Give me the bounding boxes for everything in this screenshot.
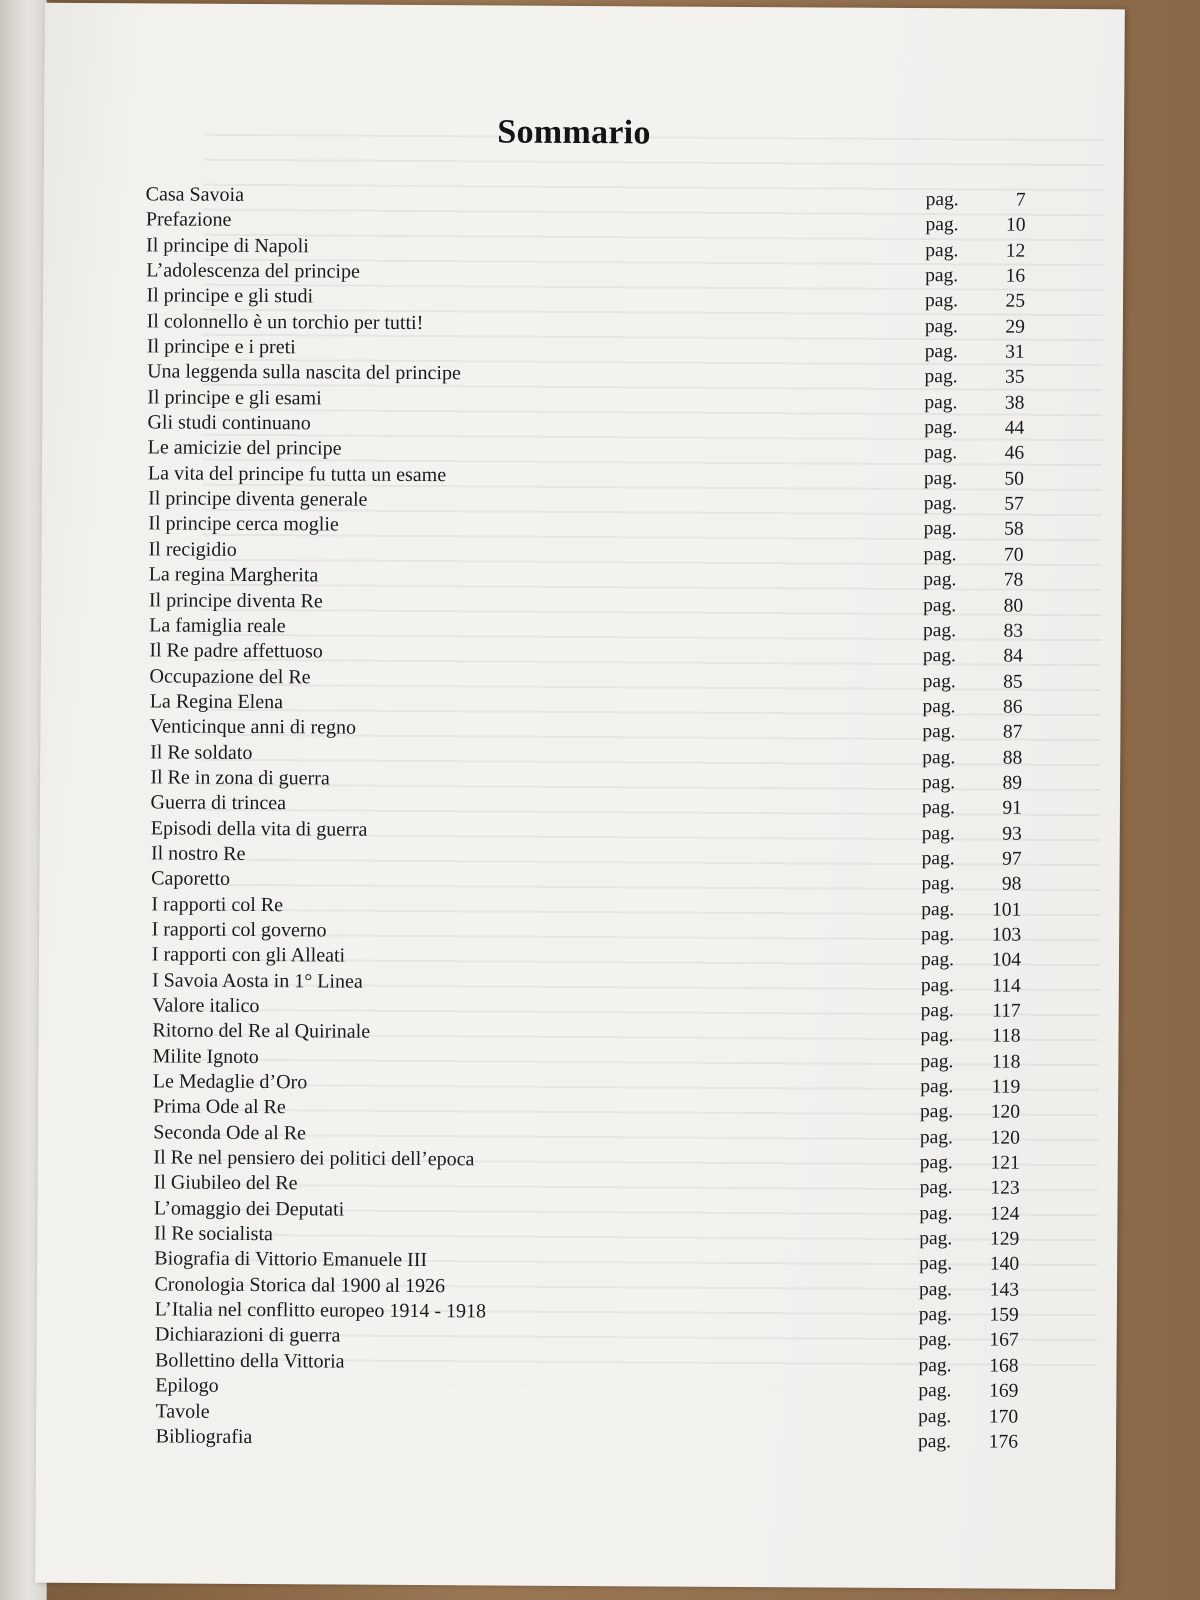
toc-entry-page-label: pag.: [921, 898, 955, 920]
toc-entry-title: Tavole: [155, 1399, 210, 1423]
toc-entry-page: [920, 1051, 1020, 1074]
toc-entry-page-label: pag.: [920, 949, 955, 971]
toc-entry-page-number: 25: [1005, 290, 1026, 313]
toc-entry-page-number: 87: [1002, 721, 1023, 743]
toc-entry-page: [925, 214, 1025, 237]
toc-entry-page-number: 159: [989, 1304, 1019, 1326]
toc-entry: [138, 1425, 1018, 1456]
toc-entry-title: I rapporti col governo: [151, 918, 327, 942]
toc-entry-title: Il Giubileo del Re: [153, 1171, 298, 1195]
toc-entry-page-label: pag.: [918, 1278, 953, 1301]
toc-entry-page: [922, 797, 1022, 820]
toc-entry-page-label: pag.: [918, 1304, 952, 1326]
toc-entry-page-number: 89: [1002, 772, 1023, 794]
toc-entry-title: I Savoia Aosta in 1° Linea: [151, 969, 363, 993]
toc-entry-page: [925, 265, 1025, 288]
toc-entry-page-number: 123: [990, 1177, 1020, 1200]
page-title: Sommario: [497, 113, 651, 152]
toc-entry-page: [926, 189, 1026, 212]
toc-entry-page-label: pag.: [921, 924, 955, 946]
toc-entry-page-number: 38: [1004, 392, 1025, 414]
toc-entry-page-label: pag.: [921, 848, 955, 870]
toc-entry-page-label: pag.: [920, 1000, 954, 1022]
toc-entry-page-label: pag.: [923, 493, 957, 515]
toc-entry-page-label: pag.: [922, 746, 956, 768]
toc-entry-page: [923, 645, 1023, 668]
toc-entry-page-number: 98: [1001, 873, 1022, 895]
toc-entry-page-label: pag.: [919, 1202, 953, 1225]
toc-entry-page: [918, 1380, 1018, 1403]
toc-entry-page-label: pag.: [925, 189, 959, 211]
toc-entry-title: Venticinque anni di regno: [149, 715, 357, 739]
toc-entry-page: [922, 772, 1022, 795]
toc-entry-page-number: 119: [991, 1076, 1021, 1098]
toc-entry-page-label: pag.: [919, 1126, 954, 1149]
toc-entry-page: [921, 873, 1021, 896]
toc-entry-page-number: 58: [1004, 519, 1024, 541]
toc-entry-page-label: pag.: [922, 771, 956, 794]
toc-entry-page: [925, 316, 1025, 339]
toc-entry-title: Bibliografia: [155, 1425, 253, 1448]
toc-entry-page-number: 84: [1003, 645, 1023, 667]
toc-entry-page-number: 80: [1003, 595, 1024, 617]
toc-entry-page-number: 31: [1005, 341, 1025, 363]
toc-entry-title: Milite Ignoto: [152, 1045, 259, 1068]
toc-entry-title: Valore italico: [152, 994, 260, 1018]
toc-entry-page-label: pag.: [921, 797, 956, 819]
toc-entry-page-label: pag.: [919, 1152, 953, 1174]
toc-entry-page-label: pag.: [924, 442, 958, 464]
toc-entry-page-label: pag.: [923, 467, 958, 490]
toc-entry-page-label: pag.: [924, 315, 958, 338]
toc-entry-page: [924, 417, 1024, 440]
toc-entry-title: Il colonnello è un torchio per tutti!: [146, 310, 424, 334]
toc-entry-page-number: 78: [1003, 569, 1024, 591]
toc-entry-page-number: 46: [1004, 443, 1025, 465]
toc-entry-page: [921, 975, 1021, 998]
toc-entry-page-label: pag.: [924, 341, 958, 363]
toc-entry-page: [921, 949, 1021, 972]
toc-entry-title: Bollettino della Vittoria: [155, 1349, 345, 1373]
toc-entry-page-number: 169: [989, 1380, 1019, 1402]
toc-entry-page: [924, 468, 1024, 491]
toc-entry-page: [920, 1101, 1020, 1124]
toc-entry-title: La famiglia reale: [149, 614, 286, 638]
toc-entry-title: La vita del principe fu tutta un esame: [147, 462, 447, 486]
toc-entry-page-label: pag.: [921, 873, 955, 895]
toc-entry-page: [924, 519, 1024, 542]
toc-entry-page-number: 120: [990, 1101, 1021, 1124]
toc-entry-page: [920, 1152, 1020, 1175]
toc-entry-page-number: 120: [990, 1127, 1020, 1149]
toc-entry-page-label: pag.: [920, 1025, 954, 1047]
toc-entry-page-number: 57: [1004, 493, 1024, 515]
toc-entry-page: [919, 1304, 1019, 1327]
toc-entry-title: Il recigidio: [148, 538, 237, 561]
toc-entry-page-label: pag.: [919, 1253, 953, 1275]
toc-entry-page: [920, 1127, 1020, 1150]
toc-entry-page-number: 140: [989, 1253, 1020, 1276]
toc-entry-page-label: pag.: [925, 239, 959, 261]
toc-entry-page-number: 114: [992, 975, 1021, 997]
toc-entry-title: Cronologia Storica dal 1900 al 1926: [154, 1273, 446, 1297]
toc-entry-title: Seconda Ode al Re: [153, 1121, 307, 1145]
toc-entry-title: Occupazione del Re: [149, 664, 311, 688]
toc-entry-title: Episodi della vita di guerra: [150, 816, 368, 841]
toc-entry-page: [922, 823, 1022, 846]
toc-entry-page: [922, 747, 1022, 770]
toc-entry-page-label: pag.: [922, 721, 956, 743]
toc-entry-title: Il Re in zona di guerra: [150, 766, 330, 790]
toc-entry-title: Il Re soldato: [150, 740, 253, 764]
toc-entry-page-label: pag.: [923, 518, 957, 540]
toc-entry-page-number: 12: [1005, 240, 1026, 262]
toc-entry-page-label: pag.: [924, 417, 958, 439]
toc-entry-page-number: 44: [1004, 417, 1025, 439]
toc-entry-page-number: 124: [990, 1203, 1020, 1225]
toc-entry-page-label: pag.: [923, 594, 957, 616]
toc-entry-page: [918, 1355, 1018, 1378]
toc-entry-page: [922, 696, 1022, 719]
toc-entry-title: Epilogo: [155, 1374, 219, 1397]
toc-entry-title: Prefazione: [145, 208, 232, 232]
toc-entry-title: La regina Margherita: [148, 563, 319, 587]
toc-entry-title: La Regina Elena: [149, 690, 284, 714]
toc-entry-page-label: pag.: [918, 1354, 952, 1377]
toc-entry-page-number: 16: [1005, 265, 1026, 287]
toc-entry-page: [925, 290, 1025, 313]
toc-entry-title: Guerra di trincea: [150, 791, 287, 815]
toc-entry-page-number: 101: [991, 899, 1022, 921]
book-page: [35, 3, 1125, 1590]
toc-entry-page-number: 117: [992, 1000, 1021, 1022]
toc-entry-page-number: 91: [1002, 797, 1022, 819]
toc-entry-title: Il Re socialista: [154, 1222, 273, 1246]
toc-entry-page-label: pag.: [918, 1380, 952, 1402]
toc-entry-page-number: 129: [989, 1228, 1020, 1250]
toc-entry-page-number: 88: [1002, 747, 1023, 769]
toc-entry-page: [919, 1254, 1019, 1277]
toc-entry-page-label: pag.: [923, 543, 957, 566]
toc-entry-page: [923, 569, 1023, 592]
toc-entry-page: [922, 848, 1022, 871]
toc-entry-page-number: 176: [988, 1431, 1019, 1453]
toc-entry-page-label: pag.: [921, 822, 955, 844]
toc-entry-page: [919, 1203, 1019, 1226]
toc-entry-page-number: 104: [991, 949, 1022, 972]
toc-entry-page: [920, 1076, 1020, 1099]
toc-entry-title: Il principe diventa generale: [148, 487, 368, 511]
toc-entry-page-number: 118: [991, 1025, 1021, 1048]
toc-entry-page-number: 85: [1003, 671, 1023, 693]
toc-entry-page-label: pag.: [923, 569, 957, 591]
toc-entry-page-label: pag.: [924, 290, 959, 312]
toc-entry-title: L’adolescenza del principe: [146, 259, 360, 283]
toc-entry-title: Il principe e i preti: [146, 335, 296, 359]
toc-entry-page: [922, 721, 1022, 744]
toc-entry-page-label: pag.: [918, 1405, 952, 1427]
toc-entry-title: I rapporti col Re: [151, 893, 284, 916]
toc-entry-title: Il Re nel pensiero dei politici dell’epoca: [153, 1146, 475, 1171]
toc-entry-title: Il principe e gli studi: [146, 284, 314, 308]
toc-entry-page-number: 83: [1003, 620, 1024, 642]
toc-entry-page-label: pag.: [920, 1050, 954, 1072]
toc-entry-title: Il principe diventa Re: [148, 588, 323, 612]
toc-entry-page-number: 143: [989, 1279, 1020, 1301]
toc-entry-page-label: pag.: [922, 695, 956, 718]
toc-entry-page-number: 10: [1005, 214, 1026, 237]
toc-entry-page: [919, 1330, 1019, 1353]
toc-entry-title: Il principe cerca moglie: [148, 512, 339, 536]
toc-entry-title: L’Italia nel conflitto europeo 1914 - 1918: [154, 1298, 487, 1323]
toc-entry-page-label: pag.: [919, 1228, 953, 1250]
toc-entry-page: [921, 924, 1021, 947]
table-of-contents: [138, 183, 1026, 1456]
toc-entry-page: [918, 1406, 1018, 1429]
toc-entry-page-label: pag.: [922, 670, 956, 692]
toc-entry-page: [924, 443, 1024, 466]
toc-entry-page-label: pag.: [922, 619, 957, 642]
toc-entry-title: Dichiarazioni di guerra: [154, 1323, 341, 1348]
toc-entry-page-number: 50: [1004, 468, 1025, 490]
toc-entry-page-label: pag.: [925, 214, 959, 236]
toc-entry-page-label: pag.: [918, 1329, 952, 1351]
toc-entry-page-label: pag.: [920, 1101, 954, 1123]
toc-entry-page-number: 168: [989, 1355, 1019, 1377]
toc-entry-page-label: pag.: [922, 645, 956, 667]
toc-entry-page: [925, 240, 1025, 263]
toc-entry-title: Una leggenda sulla nascita del principe: [147, 360, 461, 385]
toc-entry-page: [919, 1279, 1019, 1302]
toc-entry-page-label: pag.: [925, 265, 959, 287]
toc-entry-page: [924, 392, 1024, 415]
toc-entry-page: [920, 1177, 1020, 1200]
toc-entry-page: [921, 899, 1021, 922]
toc-entry-title: Le Medaglie d’Oro: [152, 1070, 308, 1094]
toc-entry-page: [921, 1000, 1021, 1023]
toc-entry-title: Ritorno del Re al Quirinale: [152, 1019, 371, 1044]
toc-entry-page-label: pag.: [924, 391, 958, 414]
toc-entry-page: [923, 544, 1023, 567]
toc-entry-page: [923, 595, 1023, 618]
toc-entry-title: Il nostro Re: [150, 842, 246, 865]
toc-entry-title: Il principe di Napoli: [146, 234, 309, 258]
toc-entry-page-number: 86: [1002, 696, 1023, 718]
toc-entry-page-number: 35: [1005, 366, 1025, 389]
toc-entry-page-number: 121: [990, 1152, 1020, 1174]
toc-entry-title: Il principe e gli esami: [147, 386, 322, 410]
toc-entry-title: Le amicizie del principe: [147, 436, 342, 460]
toc-entry-page-label: pag.: [917, 1430, 952, 1453]
toc-entry-page-number: 103: [991, 924, 1022, 946]
toc-entry-title: Casa Savoia: [145, 183, 245, 206]
toc-entry-title: Prima Ode al Re: [152, 1095, 286, 1119]
toc-entry-page-number: 7: [1015, 189, 1026, 211]
toc-entry-page-number: 97: [1002, 848, 1022, 870]
toc-entry-page-label: pag.: [920, 974, 954, 996]
toc-entry-title: Il Re padre affettuoso: [149, 639, 323, 663]
toc-entry-title: Biografia di Vittorio Emanuele III: [154, 1247, 428, 1272]
toc-entry-page: [925, 341, 1025, 364]
toc-entry-page: [923, 620, 1023, 643]
toc-entry-page: [918, 1431, 1018, 1454]
toc-entry-page: [920, 1025, 1020, 1048]
toc-entry-page-number: 167: [989, 1329, 1019, 1352]
toc-entry-page-number: 93: [1002, 823, 1022, 845]
toc-entry-title: L’omaggio dei Deputati: [153, 1197, 345, 1221]
toc-entry-page-number: 118: [991, 1051, 1021, 1073]
toc-entry-page-label: pag.: [919, 1177, 953, 1199]
toc-entry-page-number: 170: [988, 1406, 1019, 1428]
toc-entry-title: Caporetto: [151, 867, 231, 891]
toc-entry-title: I rapporti con gli Alleati: [151, 943, 346, 967]
toc-entry-page-number: 29: [1005, 316, 1025, 338]
toc-entry-page: [923, 671, 1023, 694]
toc-entry-page-label: pag.: [924, 366, 958, 388]
toc-entry-page: [919, 1228, 1019, 1251]
toc-entry-page: [924, 367, 1024, 390]
toc-entry-title: Gli studi continuano: [147, 411, 311, 435]
toc-entry-page: [924, 493, 1024, 516]
toc-entry-page-number: 70: [1003, 544, 1024, 566]
toc-entry-page-label: pag.: [920, 1076, 954, 1098]
